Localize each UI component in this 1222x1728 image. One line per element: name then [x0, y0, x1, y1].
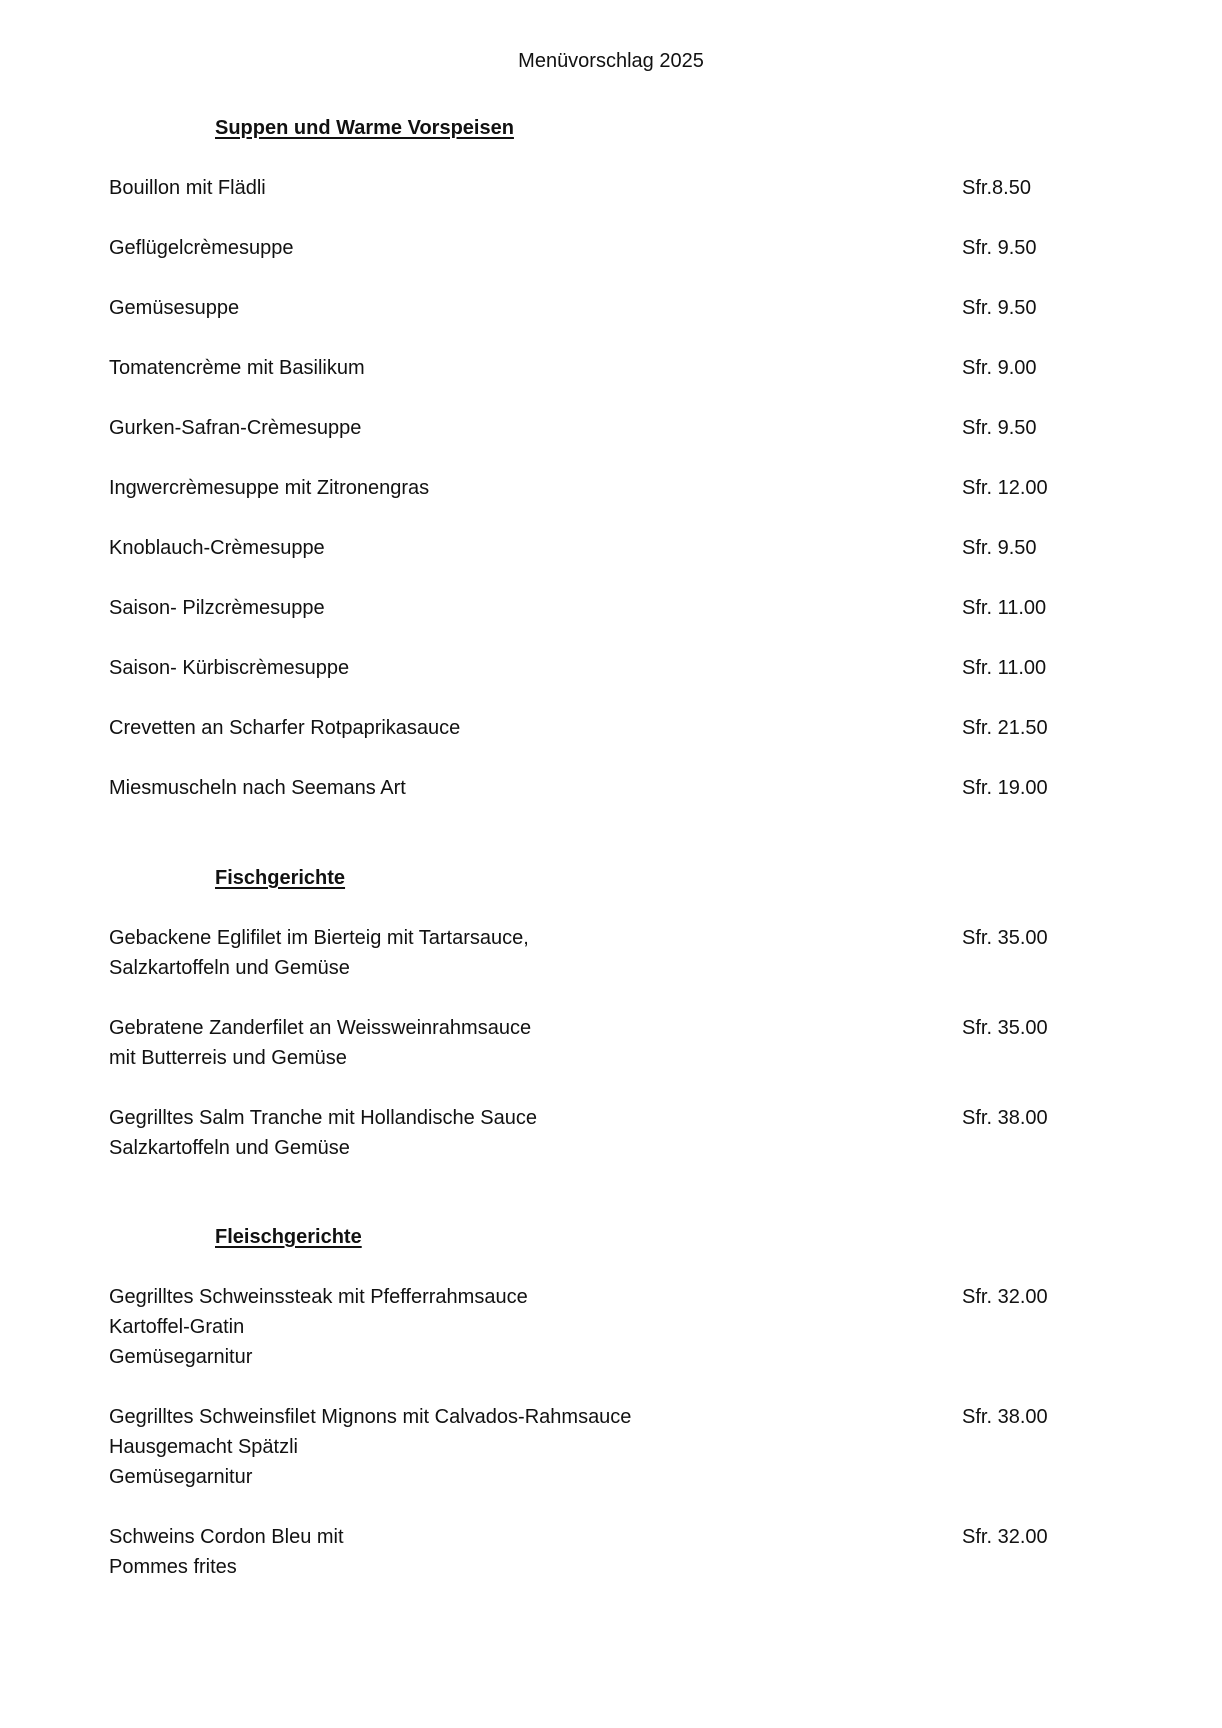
- section-heading: Fleischgerichte: [215, 1226, 362, 1248]
- menu-item-description: [109, 713, 929, 743]
- menu-item-line: Gebratene Zanderfilet an Weissweinrahmsauce: [109, 1017, 532, 1039]
- menu-item-line: Gurken-Safran-Crèmesuppe: [109, 417, 362, 439]
- menu-item-description: [109, 173, 929, 203]
- section-suppen: [109, 113, 1109, 833]
- menu-item-line: Gegrilltes Salm Tranche mit Hollandische Sauce: [109, 1107, 537, 1129]
- menu-item-description: [109, 1282, 929, 1372]
- menu-item-description: [109, 1013, 929, 1073]
- menu-item-price: Sfr.8.50: [962, 177, 1031, 199]
- menu-item-price: Sfr. 12.00: [962, 477, 1048, 499]
- menu-item: [109, 533, 1109, 563]
- menu-item-line: Gemüsegarnitur: [109, 1346, 253, 1368]
- menu-item: [109, 1103, 1109, 1163]
- menu-item-line: Bouillon mit Flädli: [109, 177, 266, 199]
- menu-item: [109, 593, 1109, 623]
- menu-item-description: [109, 1103, 929, 1163]
- menu-item-price: Sfr. 38.00: [962, 1406, 1048, 1428]
- menu-item-list: [109, 1282, 1109, 1582]
- menu-item-line: Gemüsesuppe: [109, 297, 240, 319]
- menu-item: [109, 293, 1109, 323]
- menu-item-line: Kartoffel-Gratin: [109, 1316, 245, 1338]
- document-title: Menüvorschlag 2025: [518, 50, 704, 72]
- menu-item-description: [109, 653, 929, 683]
- menu-item: [109, 473, 1109, 503]
- menu-item: [109, 773, 1109, 803]
- menu-item-price: Sfr. 19.00: [962, 777, 1048, 799]
- menu-item: [109, 1013, 1109, 1073]
- menu-item-description: [109, 473, 929, 503]
- menu-item-line: Geflügelcrèmesuppe: [109, 237, 294, 259]
- menu-item-description: [109, 593, 929, 623]
- menu-item-description: [109, 773, 929, 803]
- menu-item-description: [109, 1522, 929, 1582]
- menu-item-description: [109, 293, 929, 323]
- section-heading: Fischgerichte: [215, 867, 346, 889]
- menu-item-line: Pommes frites: [109, 1556, 237, 1578]
- menu-item-price: Sfr. 9.50: [962, 417, 1037, 439]
- menu-item-price: Sfr. 32.00: [962, 1526, 1048, 1548]
- menu-item: [109, 353, 1109, 383]
- page-bottom-margin: [0, 1578, 1222, 1728]
- menu-item-line: Miesmuscheln nach Seemans Art: [109, 777, 406, 799]
- menu-item-price: Sfr. 32.00: [962, 1286, 1048, 1308]
- menu-item-line: Tomatencrème mit Basilikum: [109, 357, 365, 379]
- menu-item-description: [109, 533, 929, 563]
- menu-item-description: [109, 353, 929, 383]
- menu-item-line: Knoblauch-Crèmesuppe: [109, 537, 325, 559]
- menu-item-list: [109, 173, 1109, 803]
- menu-item: [109, 1522, 1109, 1582]
- menu-item-price: Sfr. 9.50: [962, 297, 1037, 319]
- menu-item-line: Salzkartoffeln und Gemüse: [109, 957, 350, 979]
- menu-item: [109, 173, 1109, 203]
- menu-item-line: Gemüsegarnitur: [109, 1466, 253, 1488]
- menu-item-list: [109, 923, 1109, 1163]
- menu-item: [109, 713, 1109, 743]
- menu-item-price: Sfr. 9.00: [962, 357, 1037, 379]
- menu-item: [109, 1282, 1109, 1372]
- menu-item-description: [109, 1402, 929, 1492]
- menu-item-line: mit Butterreis und Gemüse: [109, 1047, 347, 1069]
- menu-item-line: Hausgemacht Spätzli: [109, 1436, 298, 1458]
- menu-item: [109, 653, 1109, 683]
- menu-item-price: Sfr. 9.50: [962, 237, 1037, 259]
- menu-item-line: Gegrilltes Schweinssteak mit Pfefferrahmsauce: [109, 1286, 528, 1308]
- menu-item-price: Sfr. 9.50: [962, 537, 1037, 559]
- section-heading: Suppen und Warme Vorspeisen: [215, 117, 514, 139]
- menu-item-price: Sfr. 21.50: [962, 717, 1048, 739]
- menu-item-price: Sfr. 38.00: [962, 1107, 1048, 1129]
- menu-item-line: Ingwercrèmesuppe mit Zitronengras: [109, 477, 430, 499]
- menu-item-line: Saison- Kürbiscrèmesuppe: [109, 657, 350, 679]
- menu-item-line: Crevetten an Scharfer Rotpaprikasauce: [109, 717, 461, 739]
- menu-item-line: Gegrilltes Schweinsfilet Mignons mit Calvados-Rahmsauce: [109, 1406, 632, 1428]
- menu-item-line: Schweins Cordon Bleu mit: [109, 1526, 344, 1548]
- menu-item-price: Sfr. 11.00: [962, 657, 1047, 679]
- menu-item-price: Sfr. 11.00: [962, 597, 1047, 619]
- menu-item-price: Sfr. 35.00: [962, 1017, 1048, 1039]
- menu-item: [109, 413, 1109, 443]
- menu-item: [109, 1402, 1109, 1492]
- menu-item: [109, 923, 1109, 983]
- menu-item-description: [109, 923, 929, 983]
- menu-item: [109, 233, 1109, 263]
- section-fischgerichte: [109, 863, 1109, 1193]
- menu-item-description: [109, 413, 929, 443]
- menu-item-price: Sfr. 35.00: [962, 927, 1048, 949]
- menu-item-description: [109, 233, 929, 263]
- menu-item-line: Gebackene Eglifilet im Bierteig mit Tartarsauce,: [109, 927, 529, 949]
- menu-item-line: Saison- Pilzcrèmesuppe: [109, 597, 325, 619]
- section-fleischgerichte: [109, 1222, 1109, 1612]
- menu-item-line: Salzkartoffeln und Gemüse: [109, 1137, 350, 1159]
